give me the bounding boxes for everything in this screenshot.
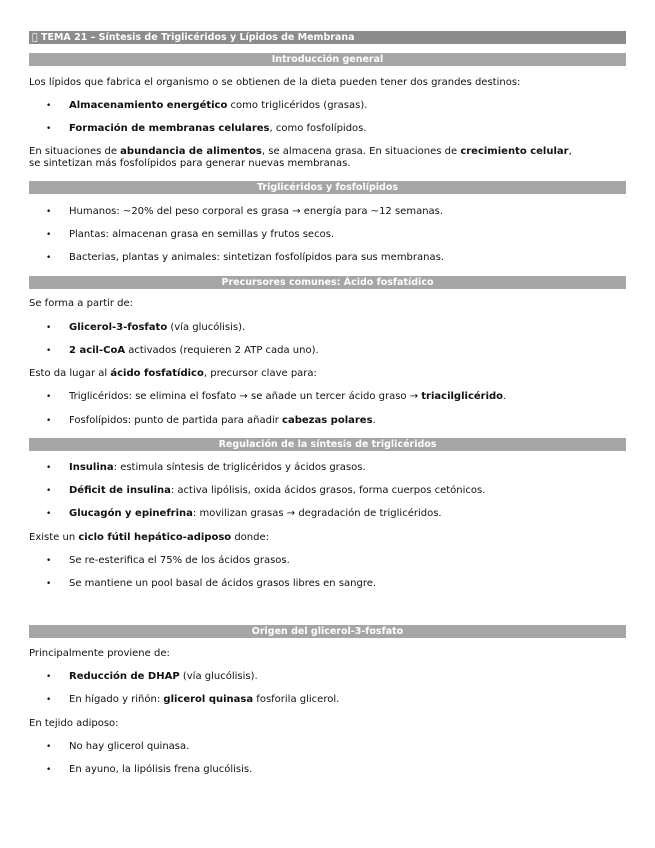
bullet: •	[46, 742, 52, 752]
paragraph: Los lípidos que fabrica el organismo o se obtienen de la dieta pueden tener dos grandes destinos:	[29, 77, 521, 88]
list-item: • Formación de membranas celulares, como fosfolípidos.	[46, 123, 367, 134]
paragraph: En tejido adiposo:	[29, 718, 119, 729]
section-heading-regulation: Regulación de la síntesis de triglicéridos	[29, 438, 626, 451]
list-item: • Se mantiene un pool basal de ácidos grasos libres en sangre.	[46, 578, 377, 589]
section-heading-glycerol-origin: Origen del glicerol-3-fosfato	[29, 625, 626, 638]
bullet: •	[46, 230, 52, 240]
list-item: • En hígado y riñón: glicerol quinasa fosforila glicerol.	[46, 694, 340, 705]
section-heading-triglycerides: Triglicéridos y fosfolípidos	[29, 181, 626, 194]
list-item: • Fosfolípidos: punto de partida para añadir cabezas polares.	[46, 415, 376, 426]
list-item: • No hay glicerol quinasa.	[46, 741, 190, 752]
bullet: •	[46, 253, 52, 263]
paragraph: Existe un ciclo fútil hepático-adiposo donde:	[29, 532, 270, 543]
paragraph: En situaciones de abundancia de alimentos, se almacena grasa. En situaciones de crecimiento celular,	[29, 146, 572, 157]
list-item: • 2 acil-CoA activados (requieren 2 ATP cada uno).	[46, 345, 319, 356]
list-item: • Glicerol-3-fosfato (vía glucólisis).	[46, 322, 246, 333]
list-item: • Insulina: estimula síntesis de triglicéridos y ácidos grasos.	[46, 462, 366, 473]
list-item: • Plantas: almacenan grasa en semillas y frutos secos.	[46, 229, 335, 240]
bullet: •	[46, 672, 52, 682]
bullet: •	[46, 765, 52, 775]
list-item: • Humanos: ~20% del peso corporal es grasa → energía para ~12 semanas.	[46, 206, 444, 217]
bullet: •	[46, 101, 52, 111]
bullet: •	[46, 124, 52, 134]
paragraph: Esto da lugar al ácido fosfatídico, precursor clave para:	[29, 368, 317, 379]
list-item: • Reducción de DHAP (vía glucólisis).	[46, 671, 258, 682]
list-item: • En ayuno, la lipólisis frena glucólisis.	[46, 764, 253, 775]
bullet: •	[46, 695, 52, 705]
list-item: • Glucagón y epinefrina: movilizan grasas → degradación de triglicéridos.	[46, 508, 442, 519]
bullet: •	[46, 579, 52, 589]
bullet: •	[46, 486, 52, 496]
bullet: •	[46, 346, 52, 356]
bullet: •	[46, 556, 52, 566]
bullet: •	[46, 392, 52, 402]
list-item: • Triglicéridos: se elimina el fosfato → se añade un tercer ácido graso → triacilglicérido.	[46, 391, 507, 402]
paragraph: Principalmente proviene de:	[29, 648, 170, 659]
list-item: • Almacenamiento energético como triglicéridos (grasas).	[46, 100, 368, 111]
bullet: •	[46, 463, 52, 473]
document-title: TEMA 21 – Síntesis de Triglicéridos y Lípidos de Membrana	[29, 31, 626, 44]
bullet: •	[46, 323, 52, 333]
paragraph-continuation: se sintetizan más fosfolípidos para generar nuevas membranas.	[29, 158, 351, 169]
bullet: •	[46, 416, 52, 426]
list-item: • Bacterias, plantas y animales: sintetizan fosfolípidos para sus membranas.	[46, 252, 444, 263]
section-heading-precursors: Precursores comunes: Ácido fosfatídico	[29, 276, 626, 289]
section-heading-intro: Introducción general	[29, 53, 626, 66]
list-item: • Se re-esterifica el 75% de los ácidos grasos.	[46, 555, 290, 566]
bullet: •	[46, 509, 52, 519]
bullet: •	[46, 207, 52, 217]
paragraph: Se forma a partir de:	[29, 298, 134, 309]
list-item: • Déficit de insulina: activa lipólisis, oxida ácidos grasos, forma cuerpos cetónicos.	[46, 485, 486, 496]
